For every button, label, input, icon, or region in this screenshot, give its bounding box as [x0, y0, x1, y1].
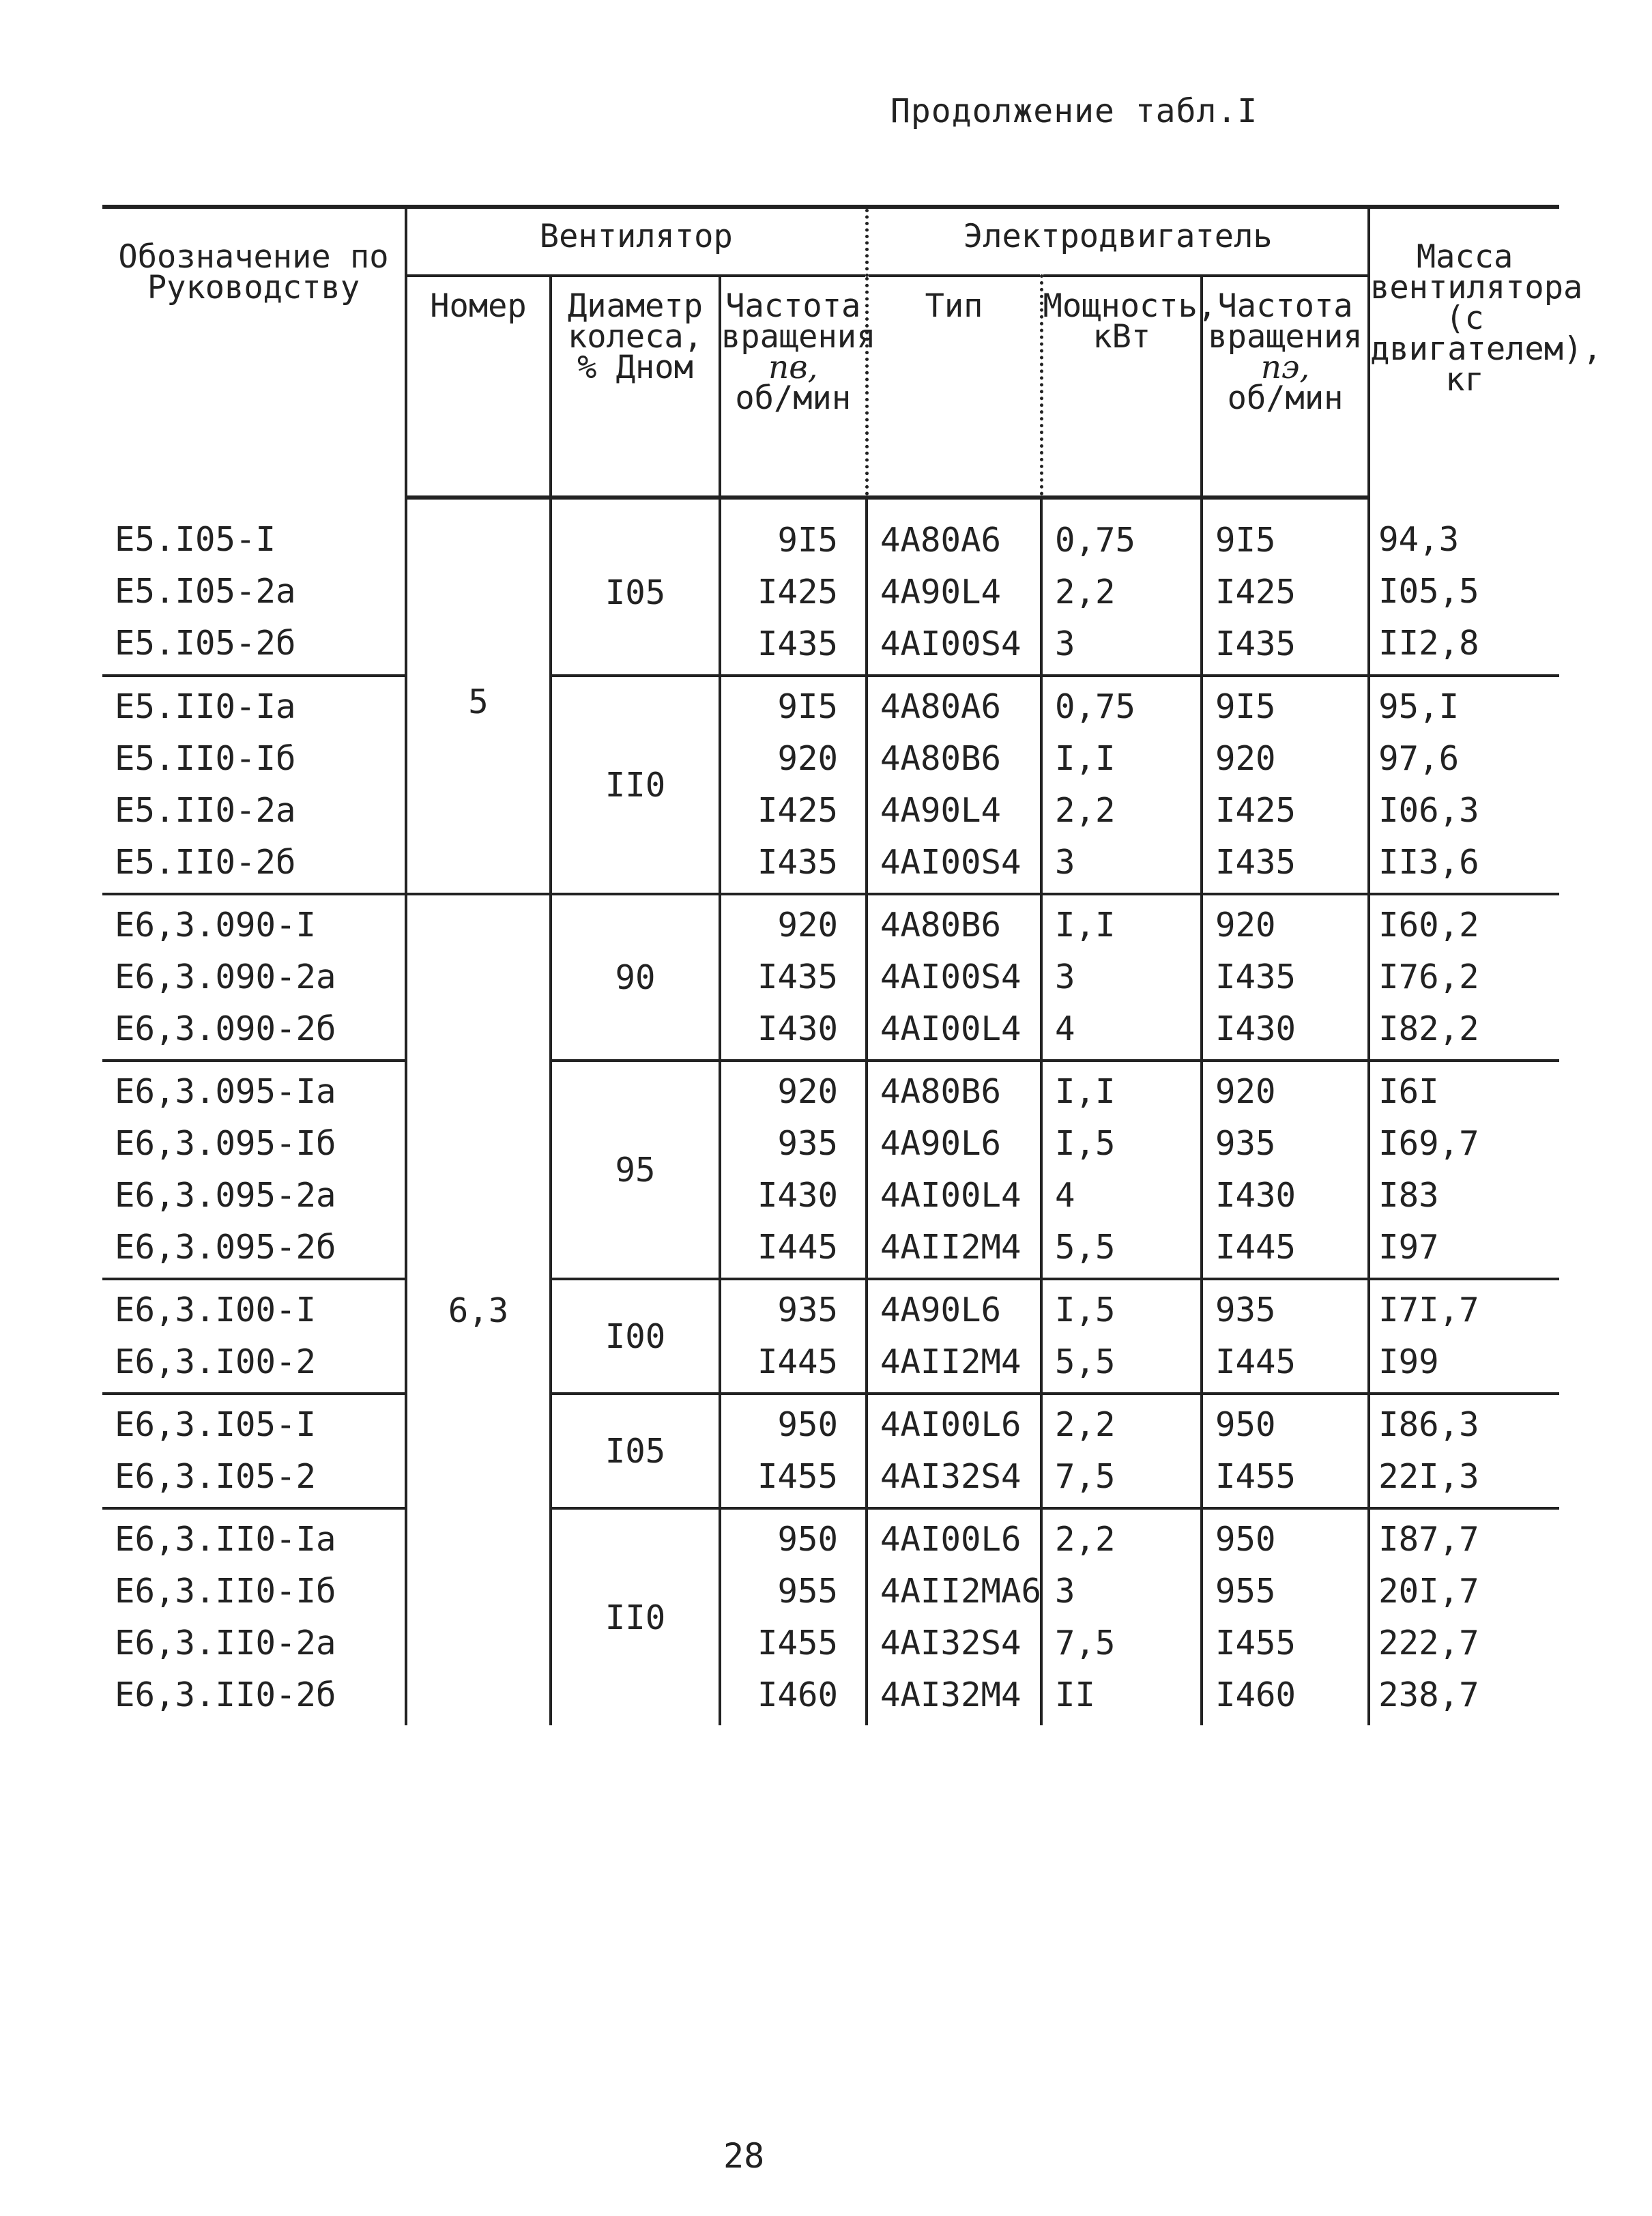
mass-value: I82,2 [1378, 1009, 1479, 1048]
motor-power-value: 2,2 [1055, 573, 1116, 611]
motor-power-value: 4 [1055, 1009, 1075, 1048]
header-motor-speed-label: Частота вращения [1208, 287, 1363, 356]
motor-speed-value: I430 [1215, 1176, 1296, 1215]
motor-speed-value: 920 [1215, 1072, 1276, 1111]
mass-value: 22I,3 [1378, 1457, 1479, 1496]
fan-number-cell: 5 [406, 498, 551, 894]
motor-speed-value: I435 [1215, 843, 1296, 882]
header-motor-type: Тип [867, 276, 1041, 498]
table-body [102, 498, 1559, 1725]
motor-type-value: 4АI00L4 [880, 1176, 1021, 1215]
header-motor-speed-symbol: nэ, [1260, 349, 1310, 386]
motor-power-value: I,I [1055, 739, 1116, 778]
designation-value: Е6,3.095-2а [115, 1176, 336, 1215]
motor-power-value: II [1055, 1675, 1096, 1714]
designation-value: Е5.I05-I [115, 519, 276, 559]
fan-speed-value: I430 [757, 1009, 839, 1048]
header-fan-speed-label: Частота вращения [721, 287, 876, 356]
motor-power-cell [1041, 1508, 1202, 1725]
table-continuation-caption: Продолжение табл.I [890, 92, 1258, 130]
header-mass: Масса вентилятора (с двигателем), кг [1369, 207, 1559, 498]
header-designation: Обозначение по Руководству [102, 207, 406, 498]
motor-type-value: 4А80А6 [880, 687, 1002, 726]
designation-value: Е6,3.II0-2б [115, 1675, 336, 1714]
designation-value: Е6,3.II0-Iа [115, 1520, 336, 1559]
designation-value: Е6,3.095-Iа [115, 1072, 336, 1111]
fan-speed-value: 9I5 [777, 687, 839, 726]
fan-speed-cell [720, 1508, 867, 1725]
fan-speed-value: 935 [777, 1124, 839, 1163]
fan-speed-value: I435 [757, 843, 839, 882]
mass-value: I97 [1378, 1228, 1439, 1267]
mass-cell [1369, 894, 1559, 1061]
mass-value: I60,2 [1378, 906, 1479, 945]
designation-value: Е6,3.I00-2 [115, 1342, 317, 1381]
motor-power-cell [1041, 498, 1202, 676]
fan-speed-value: I435 [757, 958, 839, 996]
table-row [102, 676, 1559, 894]
mass-cell [1369, 498, 1559, 676]
motor-power-value: 2,2 [1055, 1405, 1116, 1444]
motor-type-cell [867, 1061, 1041, 1279]
motor-power-value: I,I [1055, 906, 1116, 945]
fan-speed-value: I445 [757, 1228, 839, 1267]
fan-speed-value: I445 [757, 1342, 839, 1381]
table-row [102, 894, 1559, 1061]
motor-speed-value: I460 [1215, 1675, 1296, 1714]
mass-cell [1369, 1508, 1559, 1725]
fan-speed-value: I455 [757, 1457, 839, 1496]
fan-speed-cell [720, 1061, 867, 1279]
fan-speed-value: 920 [777, 1072, 839, 1111]
motor-speed-value: 920 [1215, 739, 1276, 778]
motor-type-value: 4А90L4 [880, 573, 1002, 611]
fan-specifications-table [102, 205, 1602, 1725]
designation-value: Е6,3.090-I [115, 906, 317, 945]
motor-type-value: 4АI32S4 [880, 1457, 1021, 1496]
motor-type-cell [867, 676, 1041, 894]
mass-value: 95,I [1378, 687, 1460, 726]
motor-speed-cell [1202, 1394, 1369, 1508]
fan-speed-cell [720, 1279, 867, 1394]
motor-power-value: 5,5 [1055, 1228, 1116, 1267]
designation-value: Е6,3.II0-Iб [115, 1572, 336, 1611]
motor-power-value: 3 [1055, 843, 1075, 882]
header-motor-power: Мощность, кВт [1041, 276, 1202, 498]
mass-value: 222,7 [1378, 1624, 1479, 1663]
motor-power-value: 3 [1055, 1572, 1075, 1611]
motor-type-value: 4А90L4 [880, 791, 1002, 830]
motor-type-value: 4АI00L6 [880, 1520, 1021, 1559]
fan-speed-cell [720, 676, 867, 894]
mass-value: II2,8 [1378, 623, 1479, 663]
motor-power-value: I,5 [1055, 1291, 1116, 1329]
mass-cell [1369, 1279, 1559, 1394]
motor-speed-value: I435 [1215, 624, 1296, 663]
mass-cell [1369, 1394, 1559, 1508]
motor-power-value: I,I [1055, 1072, 1116, 1111]
mass-value: 97,6 [1378, 739, 1460, 778]
motor-speed-cell [1202, 1279, 1369, 1394]
motor-power-value: 2,2 [1055, 1520, 1116, 1559]
motor-power-value: 3 [1055, 958, 1075, 996]
motor-speed-value: I430 [1215, 1009, 1296, 1048]
motor-speed-value: I445 [1215, 1228, 1296, 1267]
mass-value: 94,3 [1378, 519, 1460, 559]
diameter-cell: I05 [551, 1394, 720, 1508]
motor-speed-cell [1202, 894, 1369, 1061]
motor-speed-value: I455 [1215, 1457, 1296, 1496]
motor-type-value: 4АII2М4 [880, 1342, 1021, 1381]
motor-speed-value: 955 [1215, 1572, 1276, 1611]
motor-type-value: 4АI00S4 [880, 624, 1021, 663]
motor-type-value: 4АI00L6 [880, 1405, 1021, 1444]
motor-speed-value: 950 [1215, 1520, 1276, 1559]
motor-power-value: 2,2 [1055, 791, 1116, 830]
table-row [102, 1394, 1559, 1508]
fan-speed-value: I425 [757, 791, 839, 830]
motor-speed-value: I445 [1215, 1342, 1296, 1381]
designation-value: Е5.I05-2б [115, 623, 296, 663]
motor-power-value: 5,5 [1055, 1342, 1116, 1381]
fan-speed-value: I460 [757, 1675, 839, 1714]
designation-value: Е6,3.I05-2 [115, 1457, 317, 1496]
designation-value: Е6,3.090-2б [115, 1009, 336, 1048]
designation-cell [102, 1394, 406, 1508]
mass-cell [1369, 676, 1559, 894]
designation-value: Е5.II0-2а [115, 791, 296, 830]
motor-speed-cell [1202, 1061, 1369, 1279]
mass-value: 238,7 [1378, 1675, 1479, 1714]
designation-value: Е6,3.II0-2а [115, 1624, 336, 1663]
fan-speed-value: 950 [777, 1520, 839, 1559]
motor-power-cell [1041, 1061, 1202, 1279]
motor-power-value: 4 [1055, 1176, 1075, 1215]
mass-value: 20I,7 [1378, 1572, 1479, 1611]
motor-type-value: 4А90L6 [880, 1291, 1002, 1329]
designation-value: Е6,3.I00-I [115, 1291, 317, 1329]
fan-speed-value: 950 [777, 1405, 839, 1444]
motor-power-value: 7,5 [1055, 1624, 1116, 1663]
motor-speed-cell [1202, 676, 1369, 894]
designation-cell [102, 1061, 406, 1279]
mass-value: I76,2 [1378, 958, 1479, 996]
designation-cell [102, 1508, 406, 1725]
motor-power-value: 3 [1055, 624, 1075, 663]
diameter-cell: I00 [551, 1279, 720, 1394]
motor-power-cell [1041, 1394, 1202, 1508]
motor-type-cell [867, 894, 1041, 1061]
mass-value: I7I,7 [1378, 1291, 1479, 1329]
motor-speed-value: I435 [1215, 958, 1296, 996]
motor-speed-value: 950 [1215, 1405, 1276, 1444]
motor-type-value: 4А90L6 [880, 1124, 1002, 1163]
diameter-cell: II0 [551, 1508, 720, 1725]
diameter-cell: 90 [551, 894, 720, 1061]
designation-value: Е6,3.095-Iб [115, 1124, 336, 1163]
diameter-cell: I05 [551, 498, 720, 676]
page-number: 28 [723, 2136, 765, 2176]
mass-value: I06,3 [1378, 791, 1479, 830]
table-row [102, 1279, 1559, 1394]
designation-cell [102, 498, 406, 676]
designation-value: Е5.II0-Iа [115, 687, 296, 726]
header-group-motor: Электродвигатель [867, 207, 1369, 276]
fan-speed-value: 920 [777, 906, 839, 945]
motor-speed-cell [1202, 498, 1369, 676]
table-row [102, 498, 1559, 676]
mass-value: I6I [1378, 1072, 1439, 1111]
motor-speed-value: I425 [1215, 791, 1296, 830]
header-fan-speed-symbol: nв, [768, 349, 818, 386]
header-motor-speed [1202, 276, 1369, 498]
header-group-fan: Вентилятор [406, 207, 867, 276]
motor-power-cell [1041, 1279, 1202, 1394]
designation-value: Е6,3.095-2б [115, 1228, 336, 1267]
table-row [102, 1061, 1559, 1279]
mass-value: I83 [1378, 1176, 1439, 1215]
motor-speed-value: 9I5 [1215, 687, 1276, 726]
motor-speed-value: 935 [1215, 1291, 1276, 1329]
motor-speed-value: I425 [1215, 573, 1296, 611]
motor-type-value: 4АI32М4 [880, 1675, 1021, 1714]
motor-speed-value: 9I5 [1215, 521, 1276, 560]
motor-power-value: 0,75 [1055, 521, 1136, 560]
motor-type-cell [867, 1279, 1041, 1394]
designation-value: Е6,3.090-2а [115, 958, 336, 996]
motor-type-value: 4А80В6 [880, 1072, 1002, 1111]
motor-power-value: 7,5 [1055, 1457, 1116, 1496]
mass-value: I99 [1378, 1342, 1439, 1381]
motor-speed-value: I455 [1215, 1624, 1296, 1663]
motor-speed-value: 920 [1215, 906, 1276, 945]
motor-type-value: 4АII2МА6 [880, 1572, 1042, 1611]
fan-speed-cell [720, 1394, 867, 1508]
header-motor-speed-unit: об/мин [1227, 379, 1344, 417]
fan-speed-value: 955 [777, 1572, 839, 1611]
header-fan-diameter: Диаметр колеса, % Дном [551, 276, 720, 498]
mass-cell [1369, 1061, 1559, 1279]
mass-value: I87,7 [1378, 1520, 1479, 1559]
fan-speed-value: I435 [757, 624, 839, 663]
designation-cell [102, 894, 406, 1061]
diameter-cell: 95 [551, 1061, 720, 1279]
designation-value: Е5.II0-2б [115, 843, 296, 882]
fan-speed-value: 935 [777, 1291, 839, 1329]
motor-power-value: 0,75 [1055, 687, 1136, 726]
motor-power-value: I,5 [1055, 1124, 1116, 1163]
motor-speed-cell [1202, 1508, 1369, 1725]
motor-type-value: 4АI00L4 [880, 1009, 1021, 1048]
mass-value: II3,6 [1378, 843, 1479, 882]
fan-speed-value: 920 [777, 739, 839, 778]
designation-value: Е6,3.I05-I [115, 1405, 317, 1444]
header-fan-speed [720, 276, 876, 498]
fan-speed-value: I430 [757, 1176, 839, 1215]
designation-value: Е5.I05-2а [115, 571, 296, 611]
motor-type-cell [867, 498, 1041, 676]
motor-speed-value: 935 [1215, 1124, 1276, 1163]
motor-power-cell [1041, 676, 1202, 894]
mass-value: I86,3 [1378, 1405, 1479, 1444]
motor-type-value: 4АI00S4 [880, 958, 1021, 996]
mass-value: I05,5 [1378, 571, 1479, 611]
motor-type-value: 4АII2М4 [880, 1228, 1021, 1267]
motor-type-cell [867, 1394, 1041, 1508]
motor-type-value: 4А80В6 [880, 906, 1002, 945]
fan-speed-cell [720, 498, 867, 676]
fan-speed-value: I425 [757, 573, 839, 611]
designation-value: Е5.II0-Iб [115, 739, 296, 778]
fan-number-cell: 6,3 [406, 894, 551, 1725]
motor-type-value: 4АI32S4 [880, 1624, 1021, 1663]
fan-speed-value: 9I5 [777, 521, 839, 560]
table-row [102, 1508, 1559, 1725]
motor-type-value: 4А80В6 [880, 739, 1002, 778]
header-fan-speed-unit: об/мин [735, 379, 852, 417]
motor-type-cell [867, 1508, 1041, 1725]
designation-cell [102, 676, 406, 894]
motor-type-value: 4А80А6 [880, 521, 1002, 560]
diameter-cell: II0 [551, 676, 720, 894]
motor-power-cell [1041, 894, 1202, 1061]
mass-value: I69,7 [1378, 1124, 1479, 1163]
fan-speed-cell [720, 894, 867, 1061]
motor-type-value: 4АI00S4 [880, 843, 1021, 882]
designation-cell [102, 1279, 406, 1394]
fan-speed-value: I455 [757, 1624, 839, 1663]
header-fan-number: Номер [406, 276, 551, 498]
